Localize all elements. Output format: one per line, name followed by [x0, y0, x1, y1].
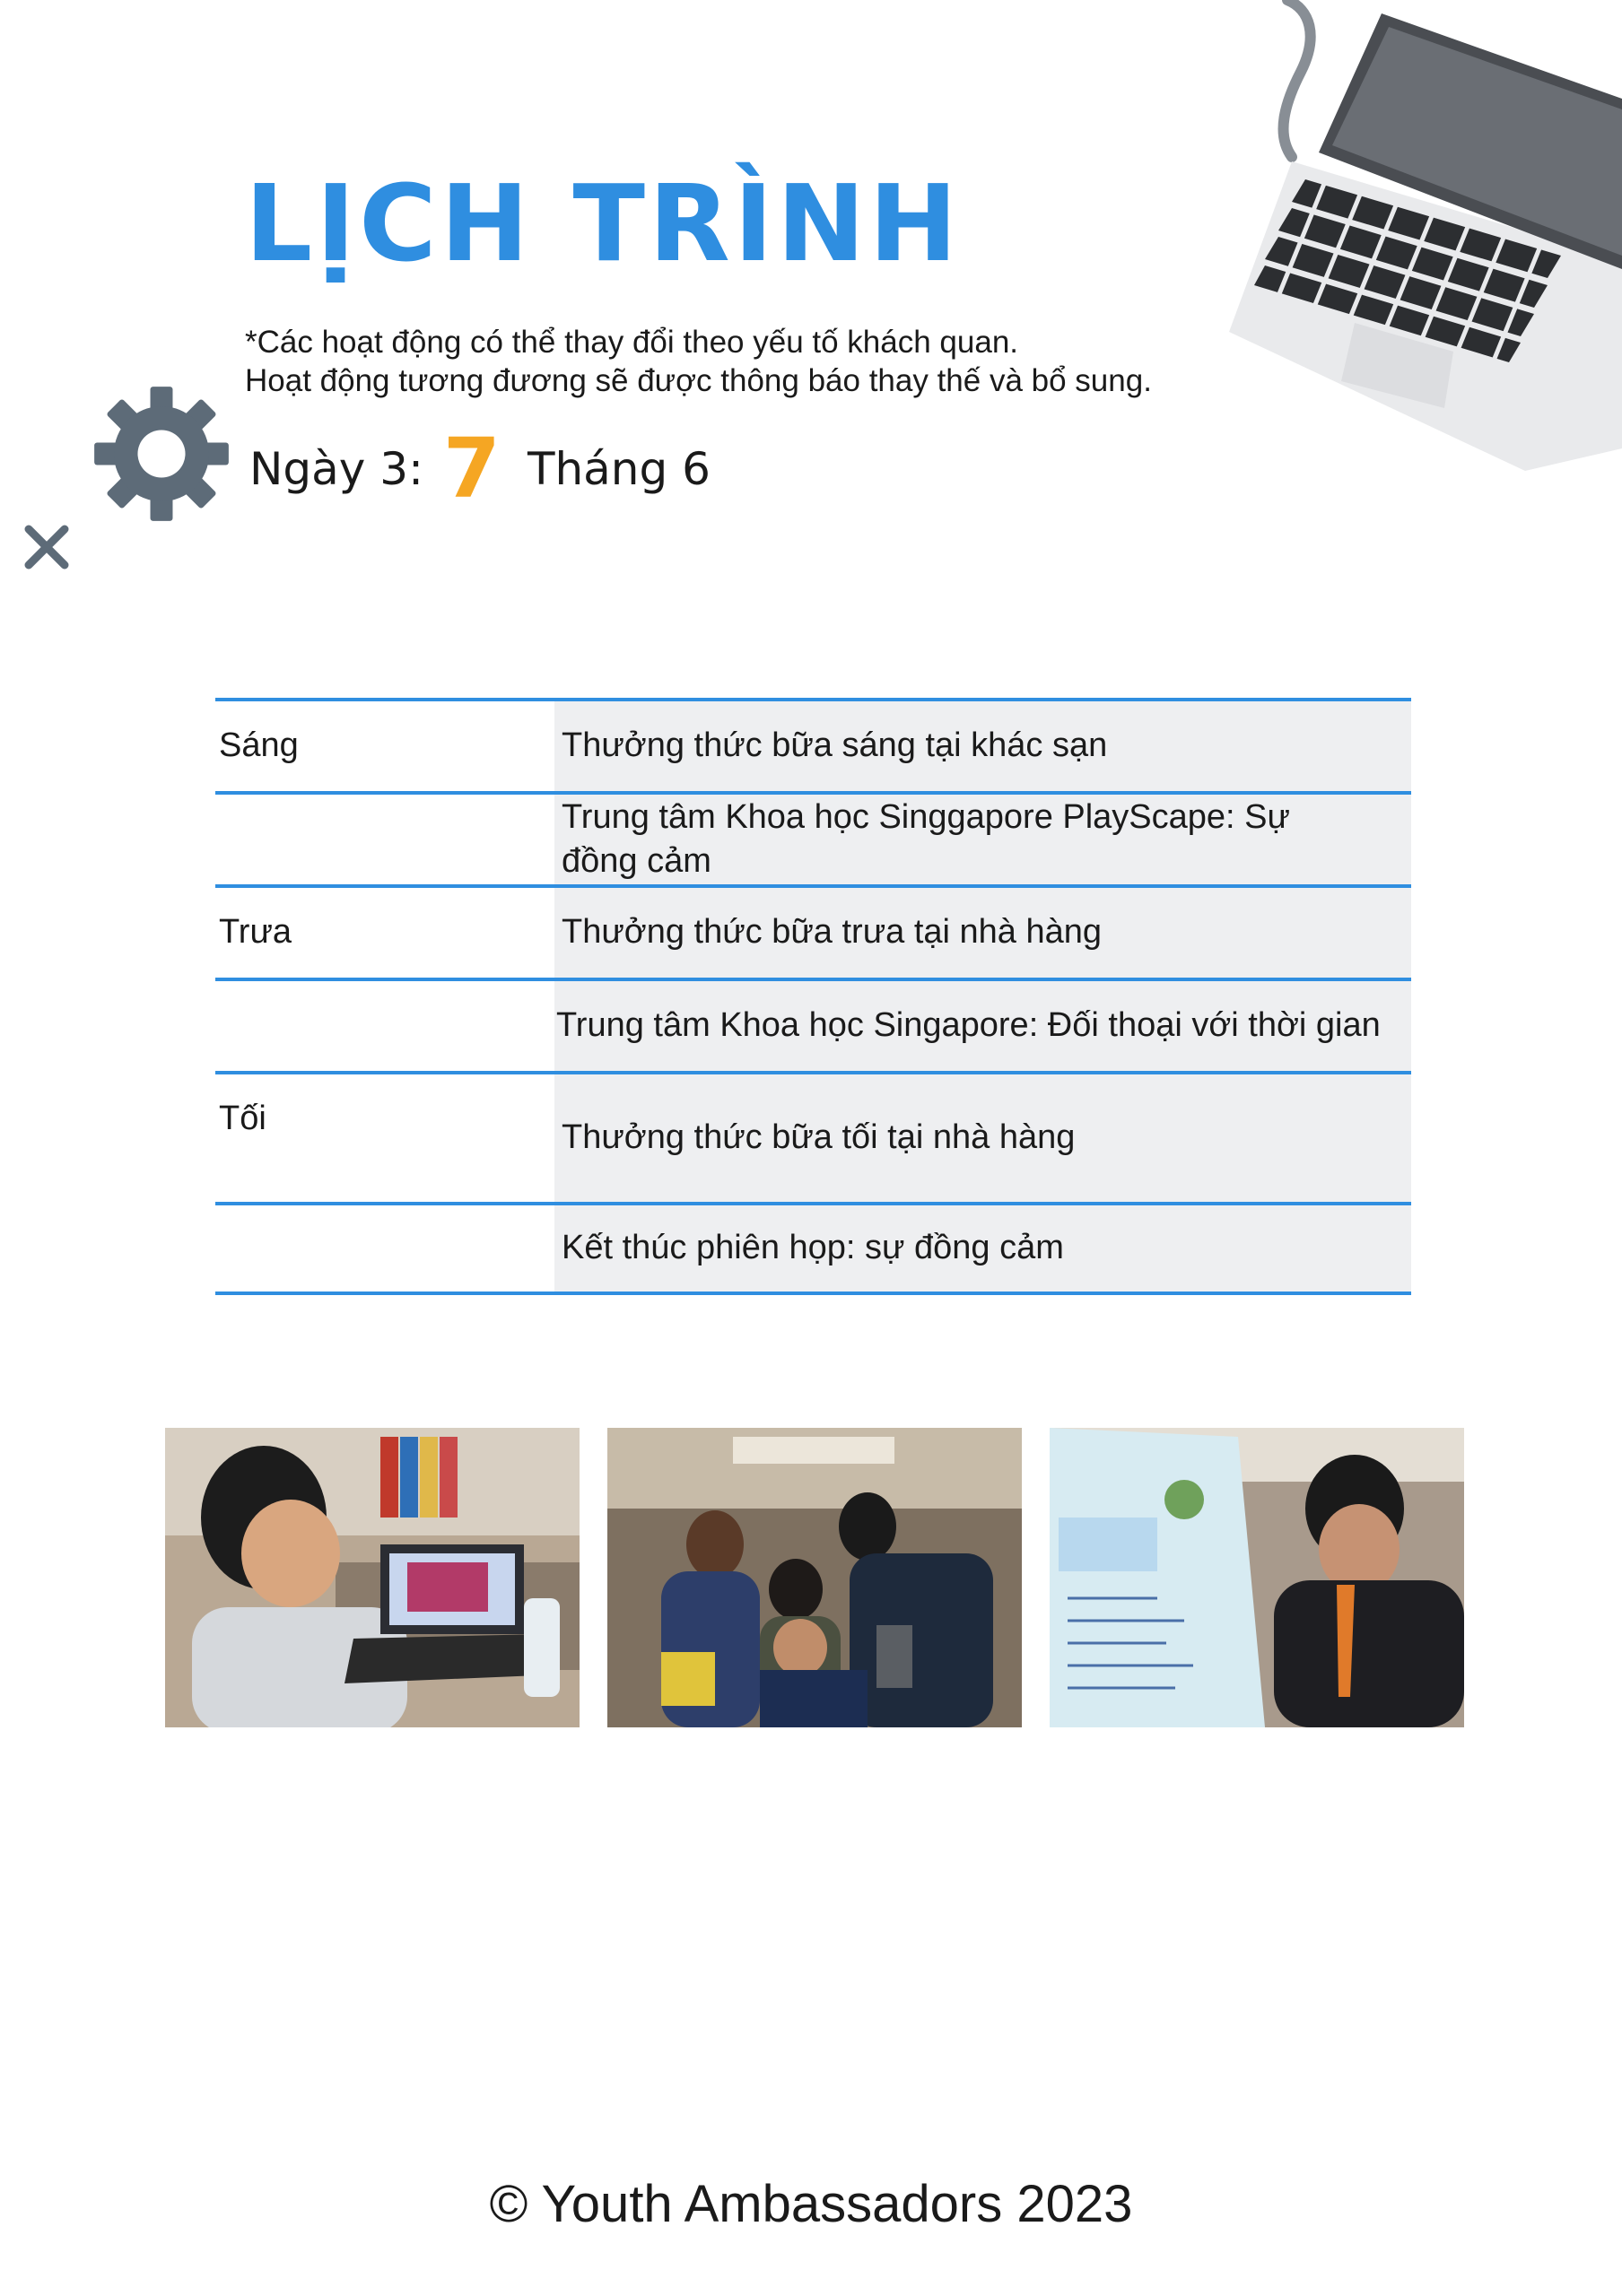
- table-row: [215, 791, 1411, 884]
- disclaimer-note-line1: *Các hoạt động có thể thay đổi theo yếu tố khách quan.: [245, 325, 1019, 360]
- photo-group-discussion: [607, 1428, 1022, 1727]
- day-heading: [249, 421, 711, 517]
- table-row: [215, 978, 1411, 1071]
- day-number: 7: [442, 421, 501, 517]
- table-row: [215, 884, 1411, 978]
- table-row: [215, 1071, 1411, 1202]
- photo-poster-presentation: [1050, 1428, 1464, 1727]
- table-row: [215, 1202, 1411, 1295]
- copyright-footer: © Youth Ambassadors 2023: [489, 2175, 1133, 2233]
- activity-cell: Thưởng thức bữa tối tại nhà hàng: [554, 1074, 1411, 1202]
- period-cell: Sáng: [219, 726, 299, 764]
- month-label: Tháng 6: [527, 443, 711, 495]
- page-title: LỊCH TRÌNH: [245, 161, 962, 285]
- gear-icon: [92, 384, 231, 524]
- activity-cell: Thưởng thức bữa sáng tại khác sạn: [554, 701, 1411, 791]
- activity-cell: Trung tâm Khoa học Singapore: Đối thoại với thời gian: [554, 981, 1411, 1071]
- day-label: Ngày 3:: [249, 443, 423, 495]
- period-cell: Trưa: [219, 913, 292, 951]
- laptop-illustration: [1220, 0, 1622, 484]
- activity-cell: Thưởng thức bữa trưa tại nhà hàng: [554, 888, 1411, 978]
- period-cell: Tối: [219, 1100, 266, 1137]
- schedule-table: [215, 698, 1411, 1295]
- table-row: [215, 698, 1411, 791]
- close-icon: [23, 524, 70, 570]
- photo-student-laptop: [165, 1428, 580, 1727]
- activity-cell: Kết thúc phiên họp: sự đồng cảm: [554, 1205, 1411, 1292]
- activity-cell: Trung tâm Khoa học Singgapore PlayScape: Sự đồng cảm: [554, 795, 1411, 884]
- disclaimer-note-line2: Hoạt động tương đương sẽ được thông báo thay thế và bổ sung.: [245, 363, 1152, 398]
